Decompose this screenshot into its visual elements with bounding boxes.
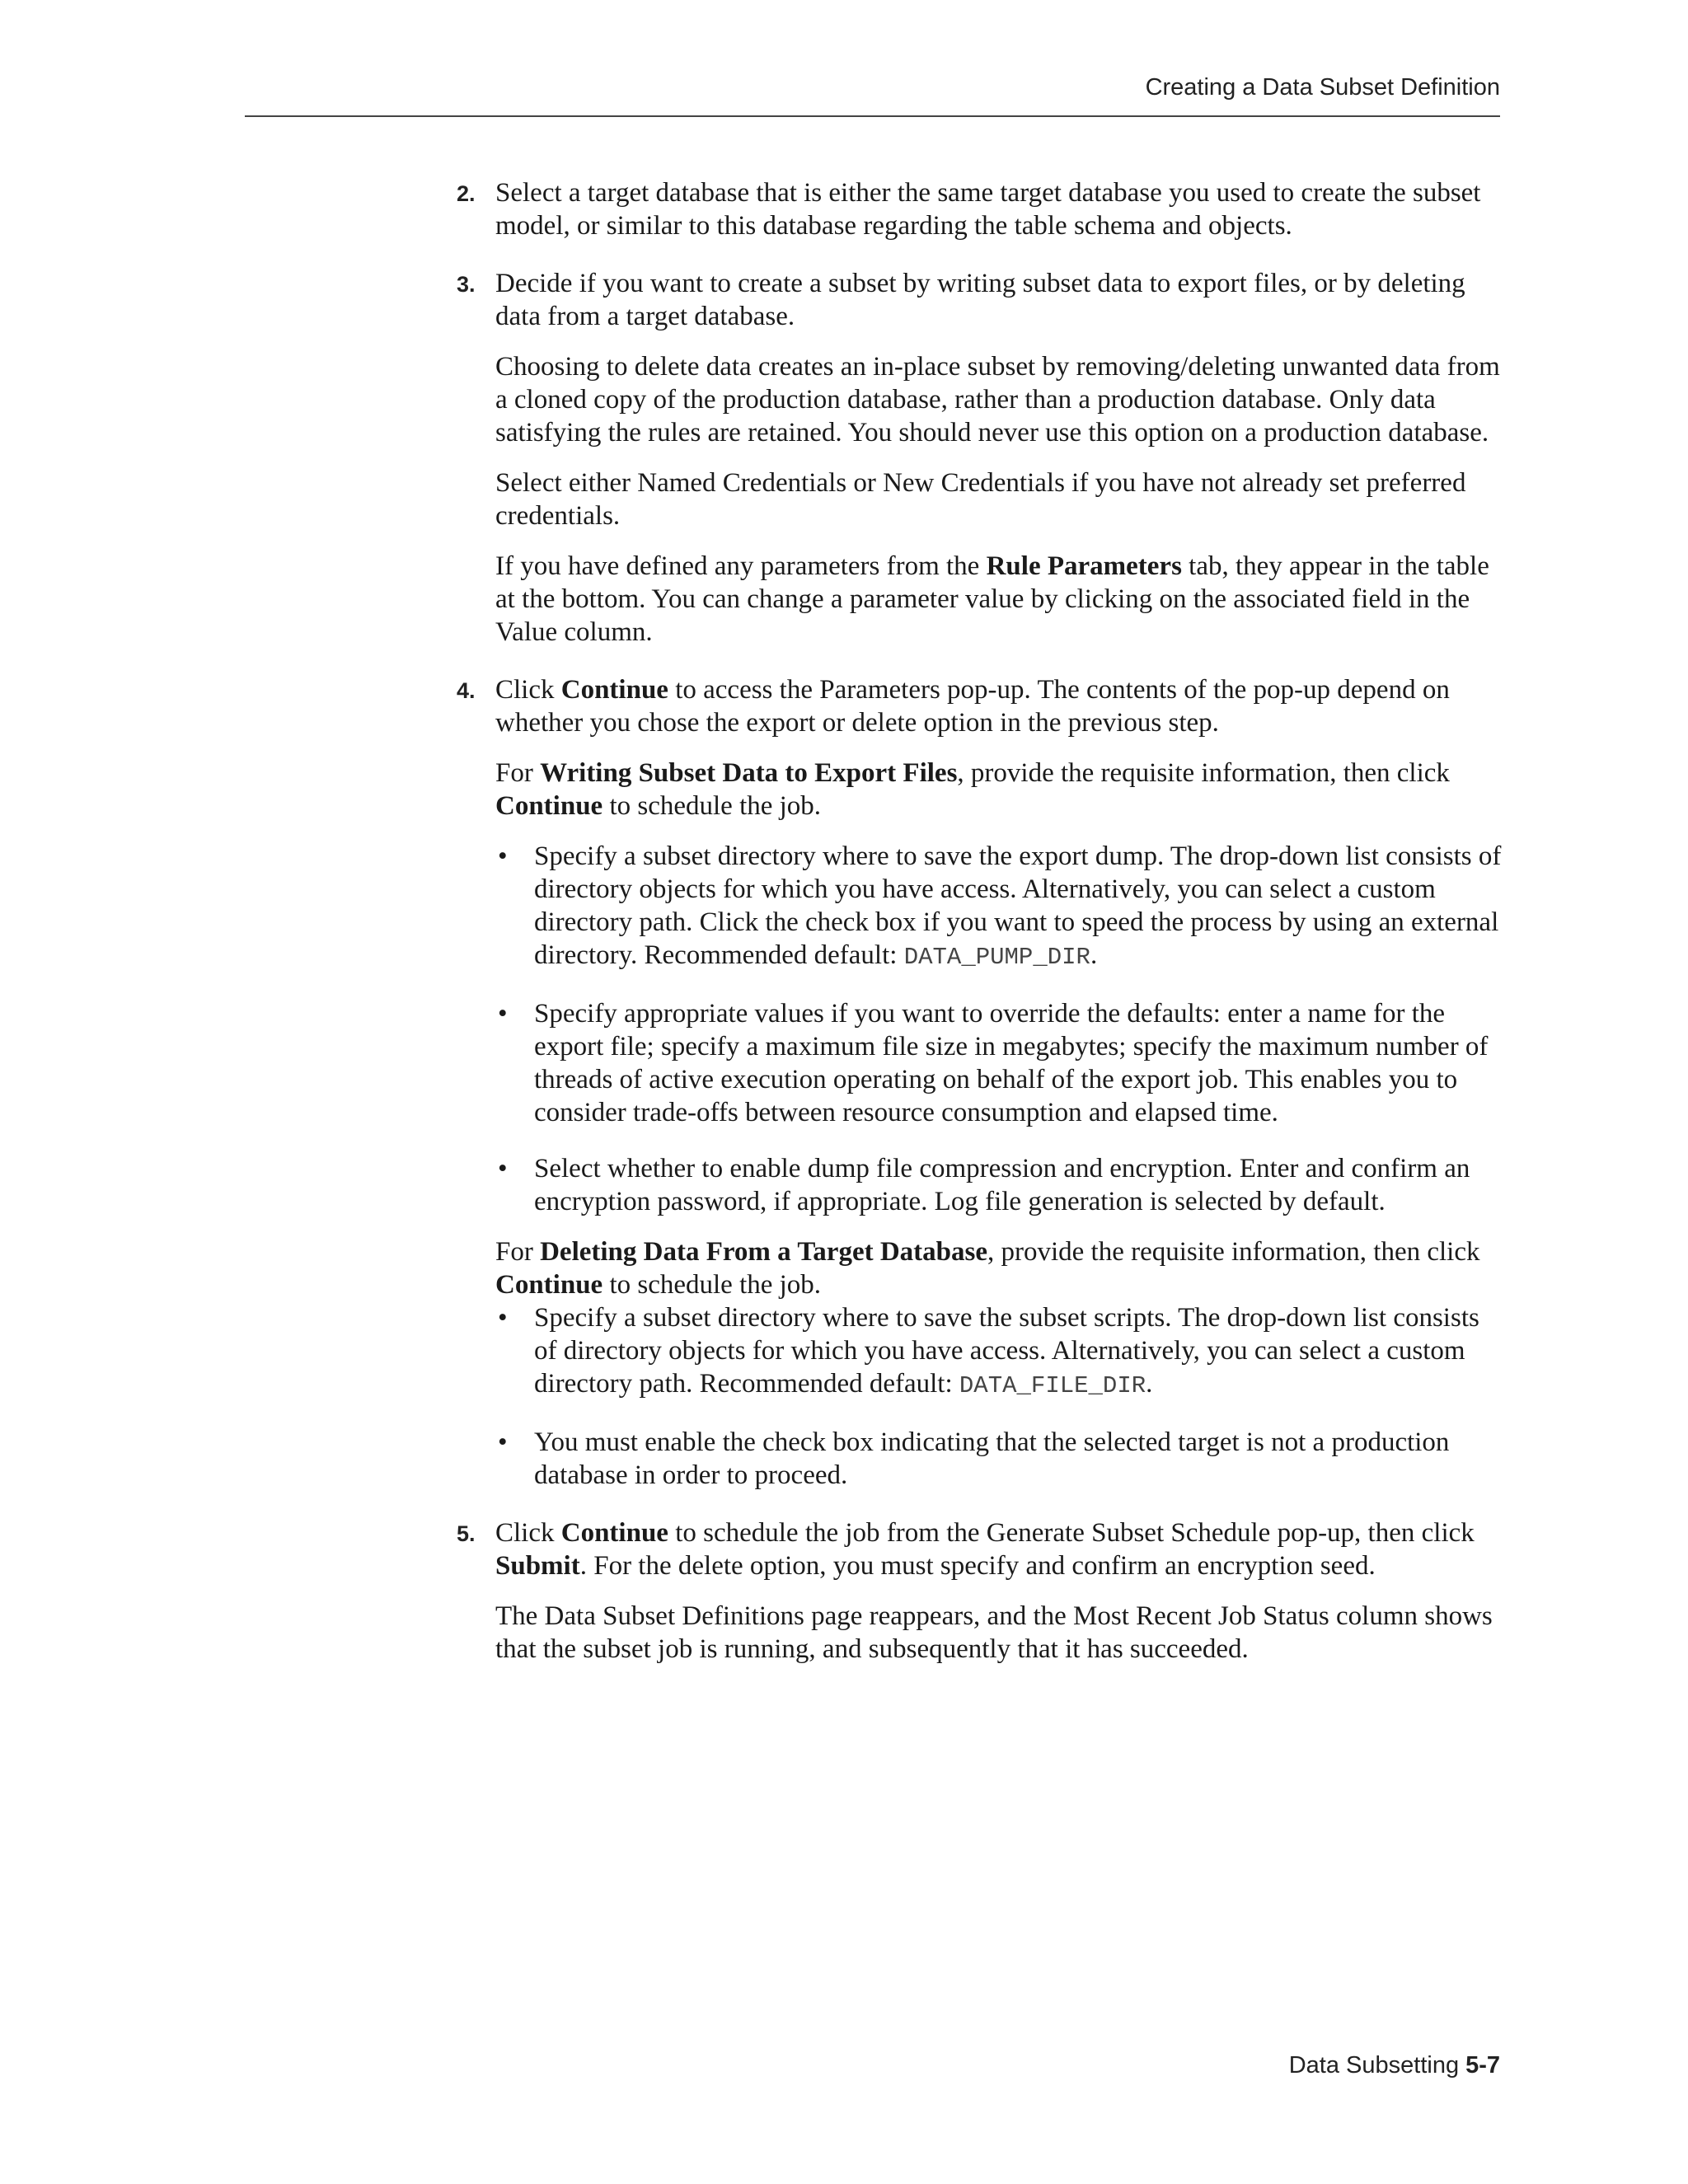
step-5 — [457, 1516, 1503, 1666]
list-item — [495, 1152, 1503, 1218]
text-run: to schedule the job from the Generate Subset Schedule pop-up, then click — [668, 1518, 1475, 1548]
text-run: to schedule the job. — [603, 791, 822, 821]
bullet-icon: • — [498, 1303, 508, 1333]
list-item — [495, 997, 1503, 1129]
ui-term-rule-parameters: Rule Parameters — [986, 551, 1182, 581]
export-options-list — [495, 840, 1503, 1218]
step-3-credentials-note: Select either Named Credentials or New Credentials if you have not already set preferred credentials. — [495, 468, 1466, 531]
text-run: . — [1146, 1369, 1153, 1399]
ui-term-delete-data: Deleting Data From a Target Database — [540, 1237, 987, 1267]
ui-term-continue: Continue — [495, 1270, 603, 1300]
text-run: For — [495, 758, 541, 788]
text-run: Specify a subset directory where to save the subset scripts. The drop-down list consists of directory objects for which you have access. Alternatively, you can select a custom directory path. Recommended default: — [534, 1303, 1479, 1399]
text-run: Specify a subset directory where to save the export dump. The drop-down list consists of directory objects for which you have access. Alternatively, you can select a custom directory path. Click the check box if you want to speed the process by using an external directory. Recommended default: — [534, 841, 1502, 970]
step-number: 5. — [457, 1521, 476, 1546]
step-3-text: Decide if you want to create a subset by writing subset data to export files, or by deleting data from a target database. — [495, 269, 1465, 331]
page-number: 5-7 — [1465, 2052, 1500, 2079]
step-2 — [457, 176, 1503, 242]
text-run: Specify appropriate values if you want to override the defaults: enter a name for the export file; specify a maximum file size in megabytes; specify the maximum number of threads of active execution operating on behalf of the export job. This enables you to consider trade-offs between resource consumption and elapsed time. — [534, 999, 1489, 1127]
delete-options-list — [495, 1301, 1503, 1492]
text-run: . — [1090, 940, 1098, 970]
text-run: , provide the requisite information, then click — [987, 1237, 1480, 1267]
text-run: If you have defined any parameters from the — [495, 551, 987, 581]
page-footer — [1289, 2052, 1500, 2079]
export-files-intro — [495, 757, 1503, 823]
running-header-title: Creating a Data Subset Definition — [1145, 74, 1500, 101]
step-3 — [457, 267, 1503, 649]
text-run: . For the delete option, you must specify and confirm an encryption seed. — [579, 1551, 1376, 1581]
bullet-icon: • — [498, 841, 508, 871]
step-5-text — [495, 1516, 1503, 1582]
text-run: , provide the requisite information, then click — [957, 758, 1450, 788]
text-run: to schedule the job. — [603, 1270, 822, 1300]
step-3-parameters-note — [495, 550, 1503, 649]
step-number: 2. — [457, 181, 476, 206]
step-3-delete-note: Choosing to delete data creates an in-place subset by removing/deleting unwanted data from a cloned copy of the production database, rather than a production database. Only data satisfying the rules are retained. You should never use this option on a production database. — [495, 352, 1500, 448]
code-default-directory: DATA_FILE_DIR — [959, 1372, 1146, 1399]
bullet-icon: • — [498, 1154, 508, 1183]
list-item — [495, 840, 1503, 974]
list-item — [495, 1426, 1503, 1492]
text-run: Click — [495, 675, 561, 705]
step-2-text: Select a target database that is either the same target database you used to create the subset model, or similar to this database regarding the table schema and objects. — [495, 178, 1481, 241]
header-divider — [245, 115, 1500, 117]
text-run: You must enable the check box indicating that the selected target is not a production database in order to proceed. — [534, 1427, 1450, 1490]
ui-term-continue: Continue — [560, 675, 668, 705]
delete-data-intro — [495, 1235, 1503, 1301]
page-body — [457, 176, 1503, 1690]
step-5-result: The Data Subset Definitions page reappears, and the Most Recent Job Status column shows that the subset job is running, and subsequently that it has succeeded. — [495, 1601, 1493, 1664]
ui-term-submit: Submit — [495, 1551, 580, 1581]
bullet-icon: • — [498, 1427, 508, 1457]
code-default-directory: DATA_PUMP_DIR — [903, 944, 1090, 971]
footer-section-title: Data Subsetting — [1288, 2052, 1460, 2079]
ui-term-continue: Continue — [560, 1518, 668, 1548]
ui-term-continue: Continue — [495, 791, 603, 821]
ui-term-export-files: Writing Subset Data to Export Files — [540, 758, 958, 788]
list-item — [495, 1301, 1503, 1403]
step-4 — [457, 673, 1503, 1492]
step-number: 3. — [457, 272, 476, 297]
text-run: tab, they appear in the table at the bottom. You can change a parameter value by clicking on the associated field in the Value column. — [495, 551, 1489, 647]
text-run: Select whether to enable dump file compression and encryption. Enter and confirm an encryption password, if appropriate. Log file generation is selected by default. — [534, 1154, 1470, 1216]
text-run: Click — [495, 1518, 561, 1548]
step-4-text — [495, 673, 1503, 739]
text-run: to access the Parameters pop-up. The contents of the pop-up depend on whether you chose the export or delete option in the previous step. — [495, 675, 1450, 738]
text-run: For — [495, 1237, 541, 1267]
step-number: 4. — [457, 678, 476, 703]
bullet-icon: • — [498, 999, 508, 1029]
